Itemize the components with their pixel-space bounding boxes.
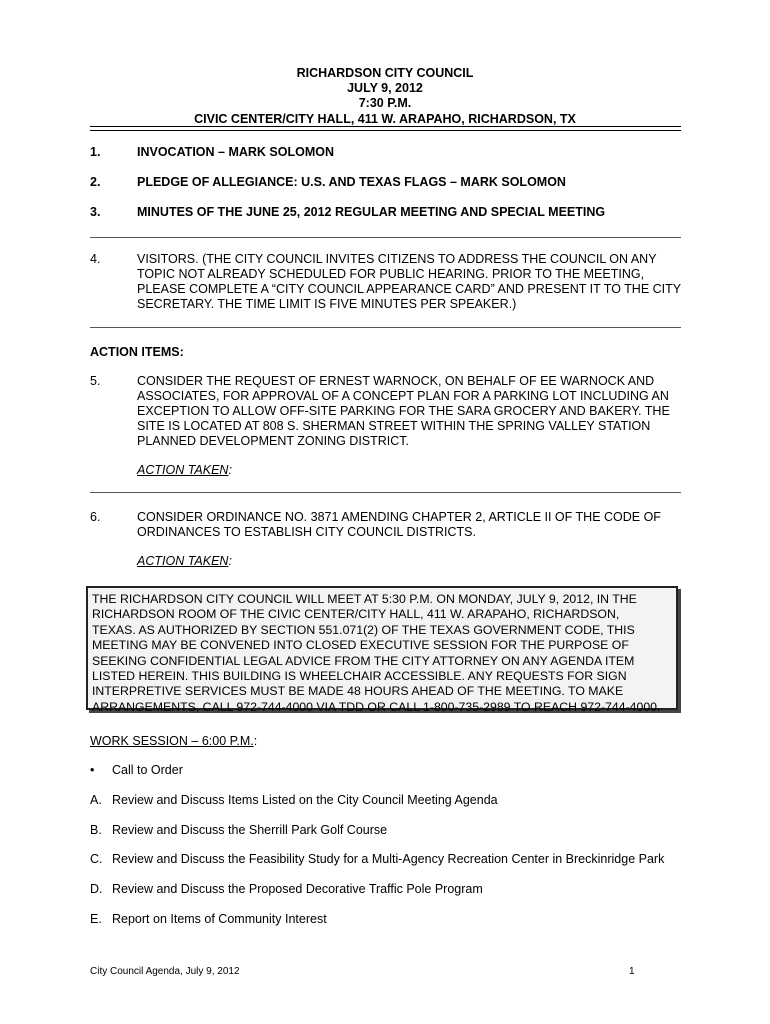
action-taken-label: ACTION TAKEN:: [137, 554, 232, 568]
item-ordinance-3871: CONSIDER ORDINANCE NO. 3871 AMENDING CHAPTER 2, ARTICLE II OF THE CODE OF ORDINANCES TO ESTABLISH CITY COUNCIL DISTRICTS.: [137, 510, 661, 539]
work-session-title: WORK SESSION – 6:00 P.M.:: [90, 734, 258, 748]
notice-line: ARRANGEMENTS, CALL 972-744-4000 VIA TDD OR CALL 1-800-735-2989 TO REACH 972-744-4000.: [92, 699, 661, 714]
item-invocation: INVOCATION – MARK SOLOMON: [137, 145, 334, 159]
page-number: 1: [629, 966, 635, 977]
executive-session-notice: [86, 586, 678, 714]
action-taken-label: ACTION TAKEN:: [137, 463, 232, 477]
bullet-icon: •: [90, 763, 95, 777]
header-time: 7:30 P.M.: [358, 96, 412, 110]
header-double-rule: [90, 126, 681, 131]
notice-line: MEETING MAY BE CONVENED INTO CLOSED EXECUTIVE SESSION FOR THE PURPOSE OF: [92, 638, 629, 653]
header-location: CIVIC CENTER/CITY HALL, 411 W. ARAPAHO, RICHARDSON, TX: [194, 112, 576, 126]
notice-line: SEEKING CONFIDENTIAL LEGAL ADVICE FROM THE CITY ATTORNEY ON ANY AGENDA ITEM: [92, 653, 635, 668]
work-session-item: B. Review and Discuss the Sherrill Park Golf Course: [90, 823, 388, 837]
footer-title: City Council Agenda, July 9, 2012: [90, 966, 240, 977]
notice-line: TEXAS. AS AUTHORIZED BY SECTION 551.071(2) OF THE TEXAS GOVERNMENT CODE, THIS: [92, 622, 635, 637]
notice-line: LISTED HEREIN. THIS BUILDING IS WHEELCHAIR ACCESSIBLE. ANY REQUESTS FOR SIGN: [92, 669, 627, 684]
item-number: 1.: [90, 145, 101, 159]
action-items-heading: ACTION ITEMS:: [90, 345, 184, 359]
item-number: 2.: [90, 175, 101, 189]
section-divider: [90, 492, 681, 493]
notice-line: RICHARDSON ROOM OF THE CIVIC CENTER/CITY HALL, 411 W. ARAPAHO, RICHARDSON,: [92, 607, 620, 622]
section-divider: [90, 237, 681, 238]
item-number: 3.: [90, 205, 101, 219]
work-session-item: D. Review and Discuss the Proposed Decorative Traffic Pole Program: [90, 882, 483, 896]
agenda-header: [90, 66, 680, 127]
section-divider: [90, 327, 681, 328]
item-number: 6.: [90, 510, 101, 524]
call-to-order-item: • Call to Order: [90, 763, 183, 777]
item-visitors: VISITORS. (THE CITY COUNCIL INVITES CITIZENS TO ADDRESS THE COUNCIL ON ANY TOPIC NOT ALREADY SCHEDULED FOR PUBLIC HEARING. PRIOR TO THE MEETING, PLEASE COMPLETE A “CITY COUNCIL APPEARANCE CARD” AND PRESENT IT TO THE CITY SECRETARY. THE TIME LIMIT IS FIVE MINUTES PER SPEAKER.): [137, 252, 681, 311]
notice-line: INTERPRETIVE SERVICES MUST BE MADE 48 HOURS AHEAD OF THE MEETING. TO MAKE: [92, 684, 624, 699]
item-number: 4.: [90, 252, 101, 266]
notice-line: THE RICHARDSON CITY COUNCIL WILL MEET AT 5:30 P.M. ON MONDAY, JULY 9, 2012, IN THE: [92, 592, 637, 606]
work-session-item: C. Review and Discuss the Feasibility Study for a Multi-Agency Recreation Center in Breckinridge Park: [90, 852, 665, 866]
item-minutes: MINUTES OF THE JUNE 25, 2012 REGULAR MEETING AND SPECIAL MEETING: [137, 205, 606, 219]
work-session-item: E. Report on Items of Community Interest: [90, 912, 327, 926]
header-date: JULY 9, 2012: [347, 81, 423, 95]
item-warnock-request: CONSIDER THE REQUEST OF ERNEST WARNOCK, ON BEHALF OF EE WARNOCK AND ASSOCIATES, FOR APPROVAL OF A CONCEPT PLAN FOR A PARKING LOT INCLUDING AN EXCEPTION TO ALLOW OFF-SITE PARKING FOR THE SARA GROCERY AND BAKERY. THE SITE IS LOCATED AT 808 S. SHERMAN STREET WITHIN THE SPRING VALLEY STATION PLANNED DEVELOPMENT ZONING DISTRICT.: [137, 374, 670, 448]
item-pledge: PLEDGE OF ALLEGIANCE: U.S. AND TEXAS FLAGS – MARK SOLOMON: [137, 175, 566, 189]
work-session-item: A. Review and Discuss Items Listed on the City Council Meeting Agenda: [90, 793, 498, 807]
item-number: 5.: [90, 374, 101, 388]
header-council-name: RICHARDSON CITY COUNCIL: [296, 66, 474, 80]
